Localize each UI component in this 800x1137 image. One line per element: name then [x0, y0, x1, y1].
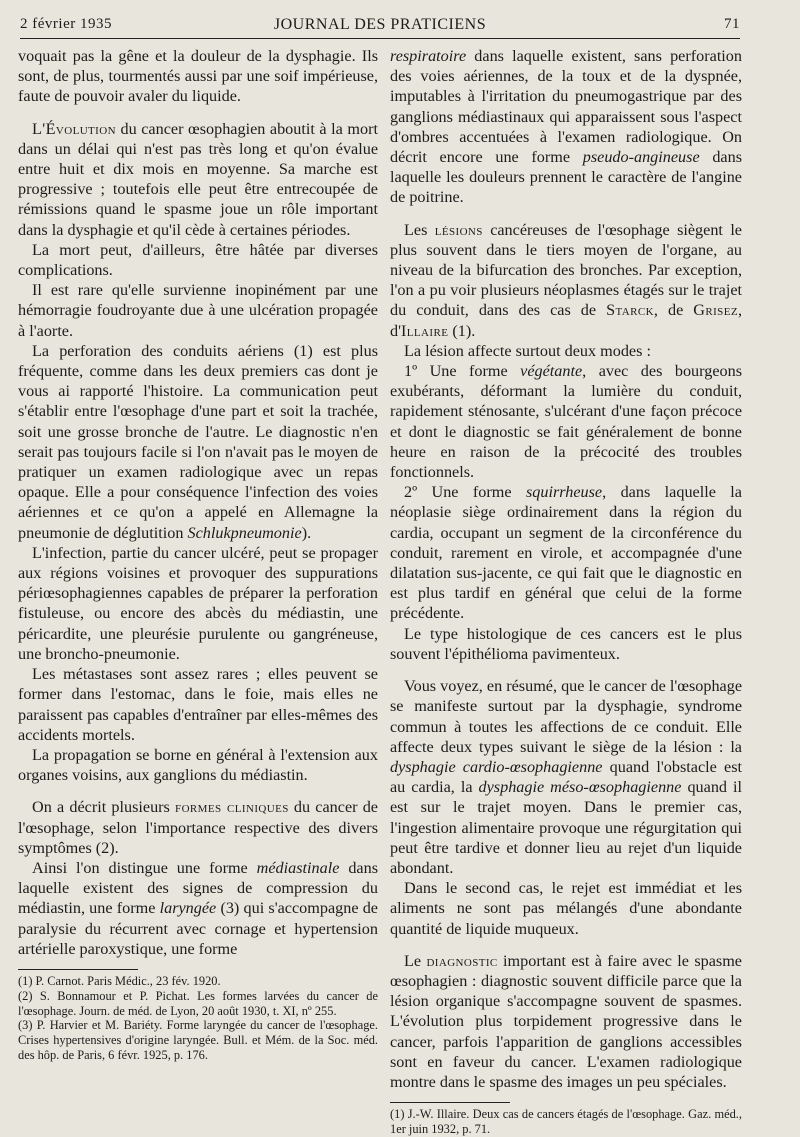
header-page-number: 71 — [724, 16, 740, 32]
footnotes-left — [18, 974, 378, 1063]
paragraph: Dans le second cas, le rejet est immédiat et les aliments ne sont pas mélangés d'une abondante quantité de liquide muqueux. — [390, 879, 742, 938]
paragraph-forme-squirrheuse: 2º Une forme squirrheuse, dans laquelle la néoplasie siège ordinairement dans la région du cardia, occupant un segment de la circonférence du conduit, rarement en virole, et accompagnée d'une dilatation sus-jacente, ce qui fait que le diagnostic en est plus tardif en général que celui de la forme précédente. — [390, 483, 742, 623]
paragraph-formes-cliniques: On a décrit plusieurs formes cliniques du cancer de l'œsophage, selon l'importance respective des divers symptômes (2). — [18, 798, 378, 857]
paragraph: La lésion affecte surtout deux modes : — [404, 341, 651, 360]
footnote: (1) P. Carnot. Paris Médic., 23 fév. 1920. — [18, 973, 221, 988]
paragraph: voquait pas la gêne et la douleur de la dysphagie. Ils sont, de plus, tourmentés aussi par une soif impérieuse, faute de pouvoir avaler du liquide. — [18, 47, 378, 106]
footnote: (3) P. Harvier et M. Bariéty. Forme laryngée du cancer de l'œsophage. Crises hypertensives d'origine laryngée. Bull. et Mém. de la Soc. méd. des hôp. de Paris, 6 févr. 1925, p. 176. — [18, 1018, 378, 1062]
paragraph-propagation: La propagation se borne en général à l'extension aux organes voisins, aux ganglions du médiastin. — [18, 745, 378, 785]
paragraph-forme-respiratoire: respiratoire dans laquelle existent, sans perforation des voies aériennes, de la toux et de la dyspnée, imputables à l'irritation du pneumogastrique par des ganglions médiastinaux qui apparaissent sous l'aspect d'ombres accentuées à l'examen radiologique. On décrit encore une forme pseudo-angineuse dans laquelle les douleurs prennent le caractère de l'angine de poitrine. — [390, 47, 742, 207]
paragraph-lesions: Les lésions cancéreuses de l'œsophage siègent le plus souvent dans le tiers moyen de l'organe, au niveau de la bifurcation des bronches. Par exception, l'on a pu voir plusieurs néoplasmes étagés sur le trajet du conduit, dans des cas de Starck, de Grisez, d'Illaire (1). — [390, 220, 742, 340]
paragraph-infection: L'infection, partie du cancer ulcéré, peut se propager aux régions voisines et provoquer des suppurations périœsophagiennes capables de préparer la perforation fistuleuse, ou encore des abcès du médiastin, une péricardite, une pleurésie purulente ou gangréneuse, une broncho-pneumonie. — [18, 543, 378, 663]
footnote: (1) J.-W. Illaire. Deux cas de cancers étagés de l'œsophage. Gaz. méd., 1er juin 1932, p. 71. — [390, 1107, 742, 1136]
header-date: 2 février 1935 — [20, 16, 112, 32]
left-column — [18, 46, 378, 1063]
footnotes-right — [390, 1107, 742, 1137]
paragraph-perforation: La perforation des conduits aériens (1) est plus fréquente, comme dans les deux premiers cas dont je vous ai rapporté l'histoire. La communication peut s'établir entre l'œsophage d'une part et soit la trachée, soit une grosse bronche de l'autre. Le diagnostic n'en serait pas toujours facile si l'on n'avait pas le moyen de pratiquer un examen radiologique avec un repas opaque. Elle a pour conséquence l'infection des voies aériennes et ce qu'on a appelé en Allemagne la pneumonie de déglutition Schlukpneumonie). — [18, 341, 378, 542]
paragraph-histologie: Le type histologique de ces cancers est le plus souvent l'épithélioma pavimenteux. — [390, 624, 742, 663]
paragraph-metastases: Les métastases sont assez rares ; elles peuvent se former dans l'estomac, dans le foie, mais elles ne paraissent pas capables d'entraîner par elles-mêmes des accidents mortels. — [18, 665, 378, 744]
footnote: (2) S. Bonnamour et P. Pichat. Les formes larvées du cancer de l'œsophage. Journ. de méd. de Lyon, 20 août 1930, t. XI, nº 255. — [18, 988, 378, 1018]
footnote-rule — [390, 1102, 510, 1103]
paragraph-diagnostic: Le diagnostic important est à faire avec le spasme œsophagien : diagnostic souvent difficile parce que la lésion organique s'accompagne souvent de spasmes. L'évolution plus torpidement progressive dans le cancer, parfois l'apparition de ganglions accessibles sont en faveur du cancer. L'examen radiologique montre dans le spasme des images un peu spéciales. — [390, 951, 742, 1091]
running-header — [20, 14, 740, 36]
paragraph: Il est rare qu'elle survienne inopinément par une hémorragie foudroyante due à une ulcération propagée à l'aorte. — [18, 281, 378, 340]
paragraph-evolution: L'Évolution du cancer œsophagien aboutit à la mort dans un délai qui n'est pas très long et qu'on évalue entre huit et dix mois en moyenne. Sa marche est progressive ; toutefois elle peut être entrecoupée de rémissions quand le spasme joue un rôle important dans la dysphagie et qu'il cède à certaines périodes. — [18, 119, 378, 239]
paragraph-formes: Ainsi l'on distingue une forme médiastinale dans laquelle existent des signes de compression du médiastin, une forme laryngée (3) qui s'accompagne de paralysie du récurrent avec cornage et hypertension artérielle paroxystique, une forme — [18, 858, 378, 958]
paragraph: La mort peut, d'ailleurs, être hâtée par diverses complications. — [18, 240, 378, 280]
header-rule — [20, 38, 740, 39]
header-journal-title: JOURNAL DES PRATICIENS — [273, 16, 487, 33]
paragraph-forme-vegetante: 1º Une forme végétante, avec des bourgeons exubérants, déformant la lumière du conduit, rapidement sténosante, s'ulcérant d'une façon précoce et dont le diagnostic se fait généralement de bonne heure en raison de la précocité des troubles fonctionnels. — [390, 362, 743, 482]
right-column — [390, 46, 742, 1137]
footnote-rule — [18, 969, 138, 970]
paragraph-resume: Vous voyez, en résumé, que le cancer de l'œsophage se manifeste surtout par la dysphagie, syndrome commun à toutes les affections de ce conduit. Elle affecte deux types suivant le siège de la lésion : la dysphagie cardio-œsophagienne quand l'obstacle est au cardia, la dysphagie méso-œsophagienne quand il est sur le trajet moyen. Dans le premier cas, l'ingestion alimentaire provoque une régurgitation qui peut être tardive et donner lieu au rejet d'un liquide abondant. — [390, 677, 742, 877]
